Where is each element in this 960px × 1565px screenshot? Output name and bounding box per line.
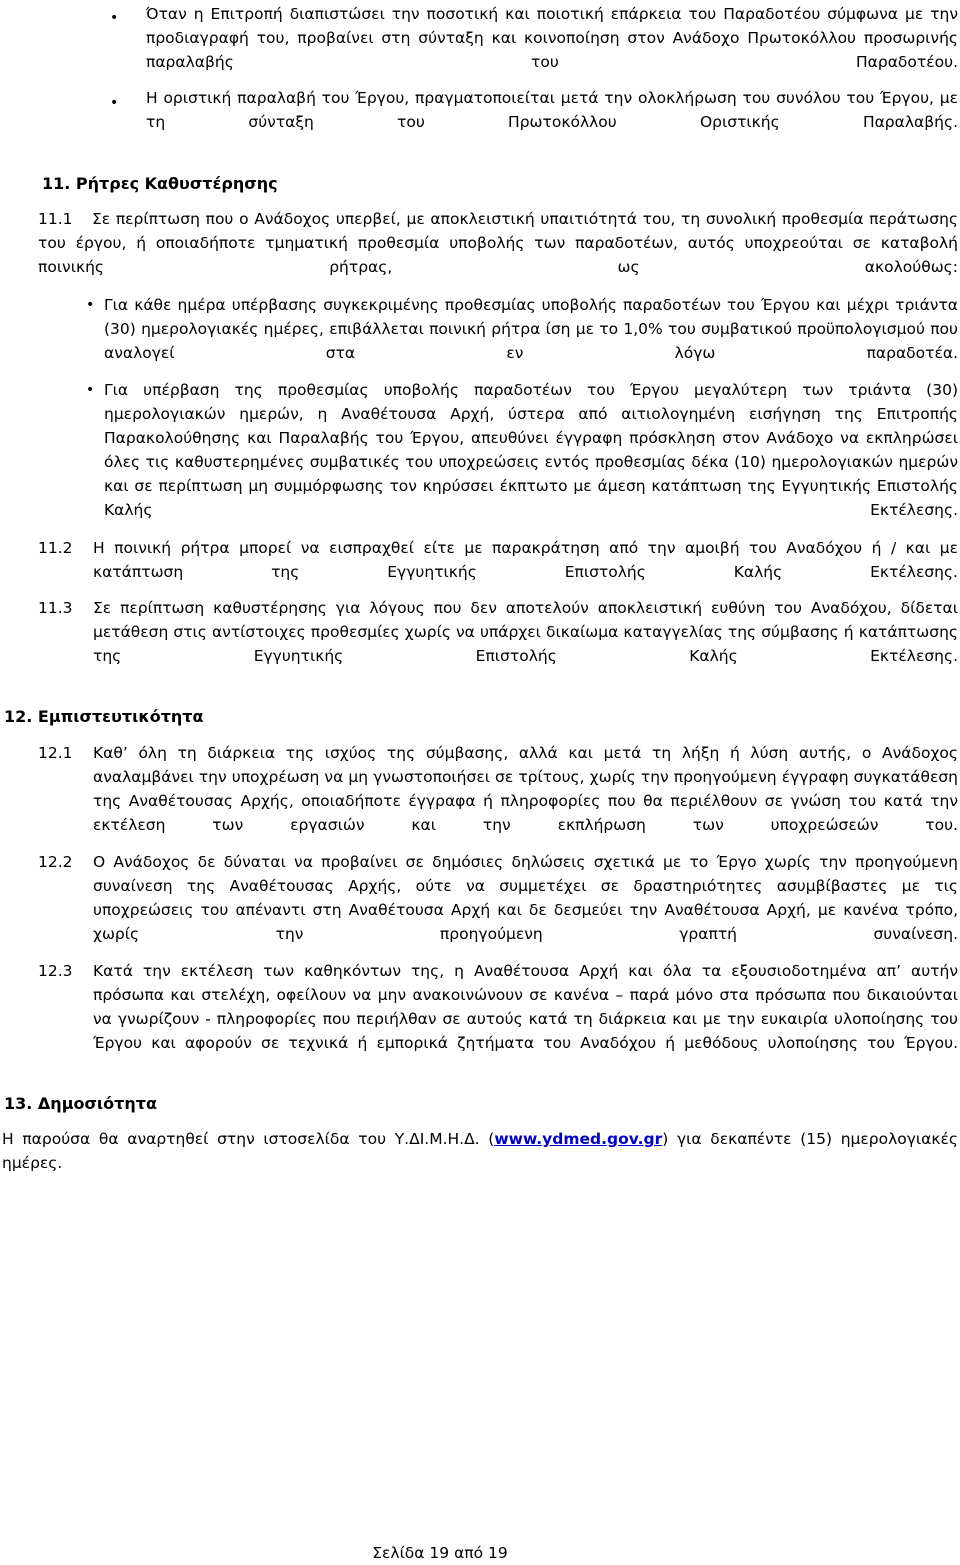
- paragraph-number: 11.1: [38, 210, 73, 228]
- section-heading: 12. Εμπιστευτικότητα: [4, 707, 204, 726]
- page-footer: Σελίδα 19 από 19: [372, 1544, 508, 1562]
- bullet-icon: •: [110, 10, 119, 26]
- publicity-text-after: ) για δεκαπέντε (15) ημερολογιακές ημέρες.: [2, 1130, 958, 1172]
- paragraph-number: 12.2: [38, 853, 73, 871]
- bullet-paragraph: Η οριστική παραλαβή του Έργου, πραγματοποιείται μετά την ολοκλήρωση του συνόλου του Έργου, με τη σύνταξη του Πρωτοκόλλου Οριστικής Παραλαβής.: [146, 89, 958, 131]
- paragraph-number: 11.2: [38, 539, 73, 557]
- paragraph: Ο Ανάδοχος δε δύναται να προβαίνει σε δημόσιες δηλώσεις σχετικά με το Έργο χωρίς την προηγούμενη συναίνεση της Αναθέτουσας Αρχής, ούτε να συμμετέχει σε δραστηριότητες ασυμβίβαστες με τις υποχρεώσεις του απέναντι στη Αναθέτουσα Αρχή και δε δεσμεύει την Αναθέτουσα Αρχή, με κανένα τρόπο, χωρίς την προηγούμενη γραπτή συναίνεση.: [93, 853, 958, 943]
- paragraph: Καθ’ όλη τη διάρκεια της ισχύος της σύμβασης, αλλά και μετά τη λήξη ή λύση αυτής, ο Ανάδοχος αναλαμβάνει την υποχρέωση να μη γνωστοποιήσει σε τρίτους, χωρίς την προηγούμενη έγγραφη συγκατάθεση της Αναθέτουσας Αρχής, οποιαδήποτε έγγραφα ή πληροφορίες που θα περιέλθουν σε γνώση του κατά την εκτέλεση των εργασιών και την εκπλήρωση των υποχρεώσεών του.: [93, 744, 958, 834]
- bullet-paragraph: Όταν η Επιτροπή διαπιστώσει την ποσοτική και ποιοτική επάρκεια του Παραδοτέου σύμφωνα με την προδιαγραφή του, προβαίνει στη σύνταξη και κοινοποίηση στον Ανάδοχο Πρωτοκόλλου προσωρινής παραλαβής του Παραδοτέου.: [146, 5, 958, 71]
- section-heading: 11. Ρήτρες Καθυστέρησης: [42, 174, 278, 193]
- paragraph: Η ποινική ρήτρα μπορεί να εισπραχθεί είτε με παρακράτηση από την αμοιβή του Αναδόχου ή / και με κατάπτωση της Εγγυητικής Επιστολής Καλής Εκτέλεσης.: [93, 539, 958, 581]
- bullet-paragraph: Για υπέρβαση της προθεσμίας υποβολής παραδοτέων του Έργου μεγαλύτερη των τριάντα (30) ημερολογιακών ημερών, η Αναθέτουσα Αρχή, ύστερα από αιτιολογημένη εισήγηση της Επιτροπής Παρακολούθησης και Παραλαβής του Έργου, απευθύνει έγγραφη πρόσκληση στον Ανάδοχο να εκπληρώσει όλες τις καθυστερημένες συμβατικές του υποχρεώσεις εντός προθεσμίας δέκα (10) ημερολογιακών ημερών και σε περίπτωση μη συμμόρφωσης τον κηρύσσει έκπτωτο με άμεση κατάπτωση της Εγγυητικής Επιστολής Καλής Εκτέλεσης.: [104, 381, 958, 519]
- website-link[interactable]: www.ydmed.gov.gr: [494, 1130, 663, 1148]
- publicity-text-before: Η παρούσα θα αναρτηθεί στην ιστοσελίδα του Υ.ΔΙ.Μ.Η.Δ. (: [2, 1130, 495, 1148]
- publicity-paragraph: [2, 1127, 958, 1175]
- paragraph-number: 11.3: [38, 599, 73, 617]
- paragraph-number: 12.3: [38, 962, 73, 980]
- section-heading: 13. Δημοσιότητα: [4, 1094, 157, 1113]
- paragraph: Κατά την εκτέλεση των καθηκόντων της, η Αναθέτουσα Αρχή και όλα τα εξουσιοδοτημένα απ’ αυτήν πρόσωπα και στελέχη, οφείλουν να μην ανακοινώνουν σε κανένα – παρά μόνο στα πρόσωπα που δικαιούνται να γνωρίζουν - πληροφορίες που περιήλθαν σε αυτούς κατά τη διάρκεια και με την ευκαιρία υλοποίησης του Έργου και αφορούν σε τεχνικά ή εμπορικά ζητήματα του Αναδόχου ή μεθόδους υλοποίησης του Έργου.: [93, 962, 958, 1052]
- paragraph: Σε περίπτωση που ο Ανάδοχος υπερβεί, με αποκλειστική υπαιτιότητά του, τη συνολική προθεσμία περάτωσης του έργου, ή οποιαδήποτε τμηματική προθεσμία υποβολής των παραδοτέων, αυτός υποχρεούται σε καταβολή ποινικής ρήτρας, ως ακολούθως:: [38, 210, 958, 276]
- bullet-icon: •: [86, 382, 95, 398]
- bullet-icon: •: [86, 297, 95, 313]
- bullet-icon: •: [110, 95, 119, 111]
- bullet-paragraph: Για κάθε ημέρα υπέρβασης συγκεκριμένης προθεσμίας υποβολής παραδοτέων του Έργου και μέχρι τριάντα (30) ημερολογιακές ημέρες, επιβάλλεται ποινική ρήτρα ίση με το 1,0% του συμβατικού προϋπολογισμού που αναλογεί στα εν λόγω παραδοτέα.: [104, 296, 958, 362]
- paragraph-number: 12.1: [38, 744, 73, 762]
- paragraph: Σε περίπτωση καθυστέρησης για λόγους που δεν αποτελούν αποκλειστική ευθύνη του Αναδόχου, δίδεται μετάθεση στις αντίστοιχες προθεσμίες χωρίς να υπάρχει δικαίωμα καταγγελίας της σύμβασης ή κατάπτωσης της Εγγυητικής Επιστολής Καλής Εκτέλεσης.: [93, 599, 958, 665]
